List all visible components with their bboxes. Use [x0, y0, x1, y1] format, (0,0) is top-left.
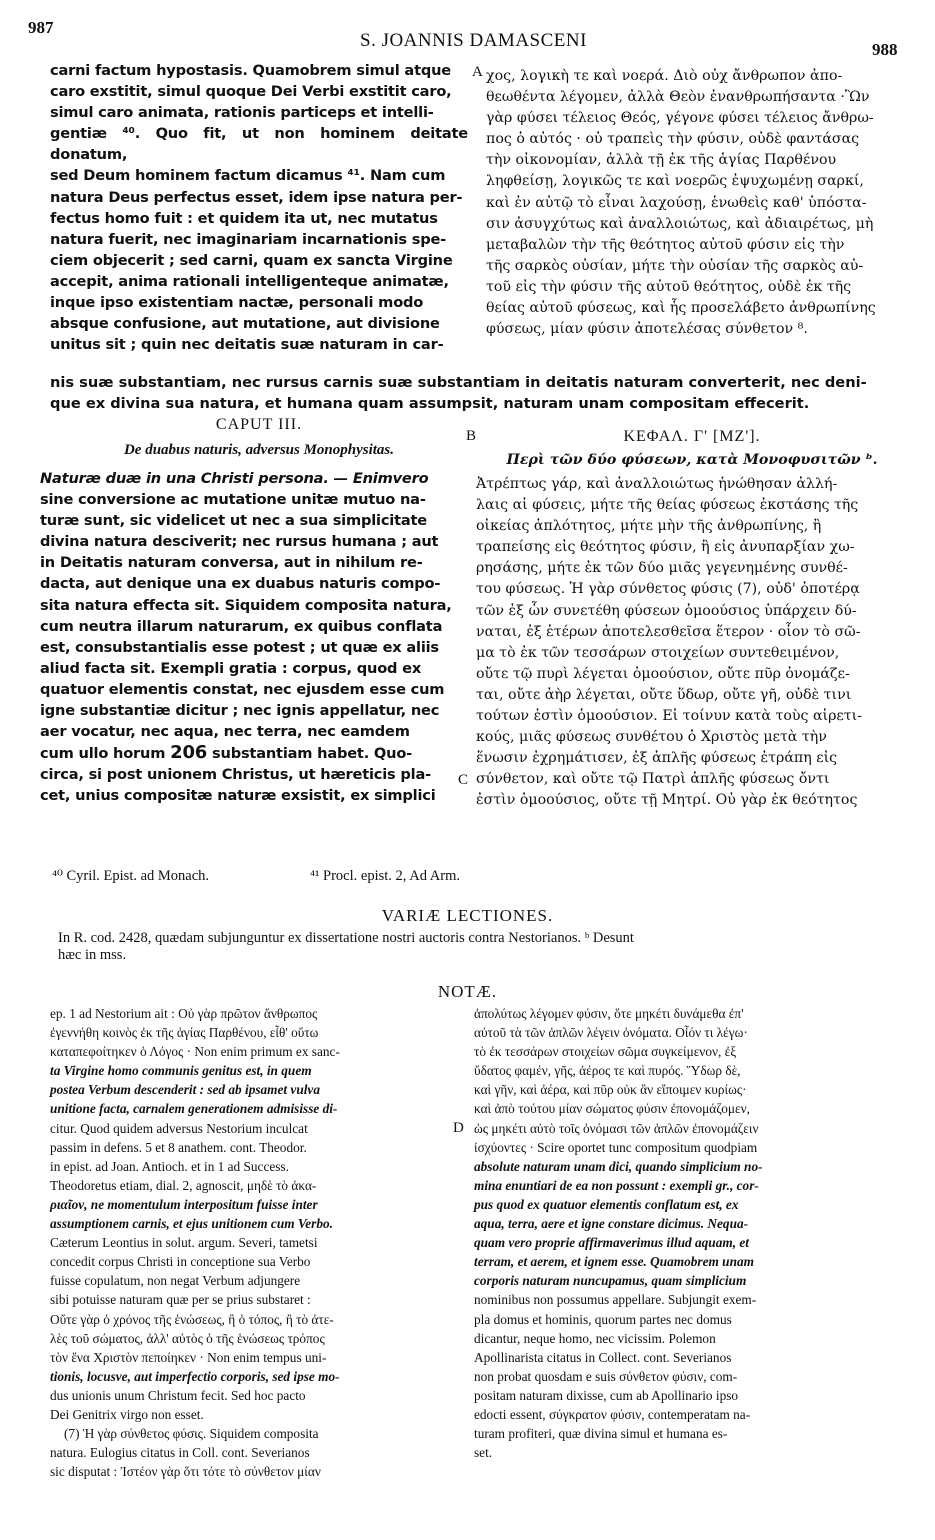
text-line: [40, 468, 460, 489]
note-line: dicantur, neque homo, nec vicissim. Polemon: [474, 1330, 716, 1346]
note-line: sibi potuisse naturam quæ per se prius substaret :: [50, 1292, 311, 1308]
text-line: cum neutra illarum naturarum, ex quibus conflata: [40, 617, 443, 635]
text-line: καὶ ἐν αὐτῷ τὸ εἶναι λαχούσῃ, ἑνωθεὶς καθ' ὑπόστα-: [486, 194, 867, 211]
text-line: τῶν ἐξ ὧν συνετέθη φύσεων ὁμοούσιος ὑπάρχειν δύ-: [476, 602, 857, 619]
note-line: καὶ ἀπὸ τούτου μίαν σώματος φύσιν ἐπονομάζομεν,: [474, 1101, 750, 1117]
text-line: σύνθετον, καὶ οὔτε τῷ Πατρὶ ἁπλῆς φύσεως ὄντι: [476, 771, 830, 788]
note-line: ὕδατος φαμέν, γῆς, ἀέρος τε καὶ πυρός. Ὕδωρ δὲ,: [474, 1063, 741, 1079]
text-line: carni factum hypostasis. Quamobrem simul atque: [50, 62, 451, 79]
latin-column-middle: [40, 468, 460, 807]
text-fragment: substantiam habet. Quo-: [212, 745, 413, 763]
text-line: Ἀτρέπτως γάρ, καὶ ἀναλλοιώτως ἡνώθησαν ἀλλή-: [476, 476, 838, 492]
note-line: ριαῖον, ne momentulum interpositum fuisse inter: [50, 1196, 318, 1212]
note-line: positam naturam dixisse, cum ab Apollinario ipso: [474, 1387, 739, 1403]
note-line: pus quod ex quatuor elementis conflatum est, ex: [474, 1196, 739, 1212]
note-line: ἐγεννήθη κοινὸς ἐκ τῆς ἁγίας Παρθένου, εἶθ' οὕτω: [50, 1025, 319, 1041]
note-line: tionis, locusve, aut imperfectio corporis, sed ipse mo-: [50, 1368, 340, 1384]
note-line: ἀπολύτως λέγομεν φύσιν, ὅτε μηκέτι δυνάμεθα ἐπ': [474, 1006, 744, 1021]
latin-chapter-subtitle: De duabus naturis, adversus Monophysitas.: [123, 442, 395, 458]
text-line: que ex divina sua natura, et humana quam assumpsit, naturam unam compositam effecerit.: [50, 395, 810, 412]
text-line: μεταβαλὼν τὴν τῆς θεότητος αὐτοῦ φύσιν εἰς τὴν: [486, 236, 845, 253]
text-line: μα τὸ ἐκ τῶν τεσσάρων στοιχείων συντεθειμένον,: [476, 644, 840, 661]
note-line: postea Verbum descenderit : sed ab ipsamet vulva: [50, 1082, 320, 1098]
note-line: καταπεφοίτηκεν ὁ Λόγος · Non enim primum ex sanc-: [50, 1044, 340, 1060]
footnote-41: ⁴¹ Procl. epist. 2, Ad Arm.: [310, 868, 460, 884]
text-line: γὰρ φύσει τέλειος Θεός, γέγονε φύσει τέλειος ἄνθρω-: [486, 110, 874, 127]
text-line: ναται, ἐξ ἑτέρων ἀποτελεσθεῖσα ἕτερον · οἷον τὸ σῶ-: [476, 623, 861, 640]
note-line: edocti essent, σύγκρατον φύσιν, contemperatam na-: [474, 1406, 751, 1422]
page-number-right: 988: [872, 40, 898, 59]
note-line: turam profiteri, quæ divina simul et humana es-: [474, 1426, 728, 1442]
text-line: natura fuerit, nec imaginariam incarnationis spe-: [50, 230, 447, 248]
latin-chapter-title: CAPUT III.: [215, 416, 303, 433]
column-marker-c: C: [458, 772, 469, 788]
text-line: λαις αἱ φύσεις, μήτε τῆς θείας φύσεως ἐκστάσης τῆς: [476, 497, 859, 514]
text-line: ἕνωσιν ἐχρημάτισεν, ἐξ ἁπλῆς φύσεως ἐτράπη εἰς: [476, 750, 838, 767]
text-line: fectus homo fuit : et quidem ita ut, nec mutatus: [50, 209, 438, 227]
running-title: S. JOANNIS DAMASCENI: [360, 30, 587, 51]
text-line: igne substantiæ dicitur ; nec ignis appellatur, nec: [40, 702, 440, 720]
notae-heading: NOTÆ.: [437, 982, 498, 1001]
text-line: inque ipso existentiam nactæ, personali modo: [50, 294, 424, 312]
text-line: θεωθέντα λέγομεν, ἀλλὰ Θεὸν ἐνανθρωπήσαντα ·Ὢν: [486, 89, 870, 106]
side-heading: Naturæ duæ in una Christi persona. — Enimvero: [40, 470, 429, 487]
note-line: passim in defens. 5 et 8 anathem. cont. Theodor.: [50, 1139, 307, 1155]
note-line: mina enuntiari de ea non possunt : exempli gr., cor-: [474, 1177, 759, 1193]
text-line: ληφθείσῃ, λογικῶς τε καὶ νοερῶς ἐψυχωμένῃ σαρκί,: [486, 173, 864, 190]
greek-column-top: [486, 66, 898, 340]
text-line: natura Deus perfectus esset, idem ipse natura per-: [50, 188, 463, 206]
text-line: τοῦ εἰς τὴν φύσιν τῆς αὐτοῦ θεότητος, οὐδὲ ἐκ τῆς: [486, 278, 852, 295]
text-line: ciem objecerit ; sed carni, quam ex sancta Virgine: [50, 251, 453, 269]
text-line: οἰκείας ἁπλότητος, μήτε μὴν τῆς ἀνθρωπίνης, ἢ: [476, 518, 822, 535]
full-width-paragraph: [50, 372, 890, 414]
text-line: ἐστὶν ὁμοούσιος, οὔτε τῇ Μητρί. Οὐ γὰρ ἐκ θεότητος: [476, 792, 858, 809]
text-line: του φύσεως. Ἡ γὰρ σύνθετος φύσις (7), οὐδ' ὁποτέρᾳ: [476, 581, 860, 598]
notes-column-right: [474, 1004, 888, 1462]
note-line: in epist. ad Joan. Antioch. et in 1 ad Success.: [50, 1158, 289, 1174]
note-line: ta Virgine homo communis genitus est, in quem: [50, 1063, 312, 1079]
text-line: σιν ἀσυγχύτως καὶ ἀναλλοιώτως, καὶ ἀδιαιρέτως, μὴ: [486, 215, 874, 232]
text-line: πος ὁ αὐτός · οὐ τραπεὶς τὴν φύσιν, οὐδὲ φαντάσας: [486, 131, 860, 148]
note-line: assumptionem carnis, et ejus unitionem cum Verbo.: [50, 1216, 333, 1232]
note-line: terram, et aerem, et ignem esse. Quamobrem unam: [474, 1254, 754, 1270]
text-line: sine conversione ac mutatione unitæ mutuo na-: [40, 491, 426, 509]
text-line: θείας αὐτοῦ φύσεως, καὶ ἧς προσελάβετο ἀνθρωπίνης: [486, 300, 876, 317]
text-line: sed Deum hominem factum dicamus ⁴¹. Nam cum: [50, 167, 446, 185]
text-line: φύσεως, μίαν φύσιν ἀποτελέσας σύνθετον ⁸.: [486, 321, 808, 338]
note-line: quam vero proprie affirmaverimus illud aquam, et: [474, 1235, 749, 1251]
variae-lectiones-text: [58, 930, 888, 964]
text-line: in Deitatis naturam conversa, aut in nihilum re-: [40, 554, 423, 572]
note-line: τὸ ἐκ τεσσάρων στοιχείων σῶμα συγκείμενον, ἐξ: [474, 1044, 737, 1060]
column-marker-b: B: [466, 428, 477, 444]
note-line: Dei Genitrix virgo non esset.: [50, 1406, 204, 1422]
text-line: nis suæ substantiam, nec rursus carnis suæ substantiam in deitatis naturam converterit, nec deni-: [50, 374, 867, 391]
text-line: gentiæ ⁴⁰. Quo fit, ut non hominem deitate donatum,: [50, 125, 468, 164]
text-line: aliud facta sit. Exempli gratia : corpus, quod ex: [40, 659, 422, 677]
note-line: sic disputat : Ἰστέον γὰρ ὅτι τότε τὸ σύνθετον μίαν: [50, 1464, 321, 1480]
text-line: aer vocatur, nec aqua, nec terra, nec eamdem: [40, 723, 410, 741]
text-line: ρησάσης, μήτε ἐκ τῶν δύο μιᾶς γεγενημένης συνθέ-: [476, 560, 848, 577]
text-line: χος, λογικὴ τε καὶ νοερά. Διὸ οὐχ ἄνθρωπον ἀπο-: [486, 68, 843, 84]
text-line: τῆς σαρκὸς οὐσίαν, μήτε τὴν οὐσίαν τῆς σαρκὸς αὐ-: [486, 257, 864, 274]
note-line: unitione facta, carnalem generationem admisisse di-: [50, 1101, 338, 1117]
note-line: set.: [474, 1445, 493, 1461]
greek-chapter-title: ΚΕΦΑΛ. Γ' [ΜΖ'].: [623, 428, 761, 445]
note-line: pla domus et hominis, quorum partes nec domus: [474, 1311, 732, 1327]
note-line: natura. Eulogius citatus in Coll. cont. Severianos: [50, 1445, 310, 1461]
note-line: corporis naturam nuncupamus, quam simplicium: [474, 1273, 747, 1289]
text-line: dacta, aut denique una ex duabus naturis compo-: [40, 575, 441, 593]
text-line: simul caro animata, rationis particeps et intelli-: [50, 104, 434, 122]
note-line: Theodoretus etiam, dial. 2, agnoscit, μηδὲ τὸ ἀκα-: [50, 1177, 317, 1193]
text-line: ται, οὔτε ἀὴρ λέγεται, οὔτε ὕδωρ, οὔτε γῆ, οὐδὲ τινι: [476, 686, 852, 703]
note-line: fuisse copulatum, non negat Verbum adjungere: [50, 1273, 301, 1289]
text-line: τραπείσης εἰς θεότητος φύσιν, ἢ εἰς ἀνυπαρξίαν χω-: [476, 539, 855, 556]
text-line: caro exstitit, simul quoque Dei Verbi exstitit caro,: [50, 83, 452, 101]
footnote-40: ⁴⁰ Cyril. Epist. ad Monach.: [52, 868, 210, 884]
text-line: accepit, anima rationali intelligenteque animatæ,: [50, 272, 449, 290]
text-line: cet, unius compositæ naturæ exsistit, ex simplici: [40, 787, 436, 805]
note-line: τὸν ἕνα Χριστὸν πεποίηκεν · Non enim tempus uni-: [50, 1349, 327, 1365]
text-line: divina natura desciverit; nec rursus humana ; aut: [40, 533, 439, 551]
note-line: Οὔτε γὰρ ὁ χρόνος τῆς ἑνώσεως, ἢ ὁ τόπος, ἢ τὸ ἀτε-: [50, 1311, 334, 1327]
text-line: turæ sunt, sic videlicet ut nec a sua simplicitate: [40, 512, 427, 530]
note-line: (7) Ἡ γὰρ σύνθετος φύσις. Siquidem composita: [64, 1426, 319, 1442]
note-line: Apollinarista citatus in Collect. cont. Severianos: [474, 1349, 732, 1365]
note-line: ἰσχύοντες · Scire oportet tunc compositum quodpiam: [474, 1139, 758, 1155]
note-line: concedit corpus Christi in conceptione sua Verbo: [50, 1254, 311, 1270]
column-marker-a: A: [472, 64, 483, 80]
text-line: οὔτε τῷ πυρὶ λέγεται ὁμοούσιον, οὔτε πῦρ ὀνομάζε-: [476, 665, 850, 682]
page-number-left: 987: [28, 18, 54, 37]
page-reference: 206: [170, 742, 208, 764]
text-line: [40, 742, 460, 764]
note-line: καὶ γῆν, καὶ ἀέρα, καὶ πῦρ οὐκ ἂν εἴποιμεν κυρίως·: [474, 1082, 747, 1098]
column-marker-d: D: [453, 1120, 464, 1136]
text-line: τὴν οἰκονομίαν, ἀλλὰ τῇ ἐκ τῆς ἁγίας Παρθένου: [486, 152, 837, 169]
text-line: unitus sit ; quin nec deitatis suæ naturam in car-: [50, 336, 444, 354]
note-line: aqua, terra, aere et igne constare dicimus. Nequa-: [474, 1216, 749, 1232]
text-fragment: cum ullo horum: [40, 745, 166, 763]
text-line: κούς, μιᾶς φύσεως συνθέτου ὁ Χριστὸς μετὰ τὴν: [476, 729, 827, 746]
text-line: absque confusione, aut mutatione, aut divisione: [50, 315, 440, 333]
greek-column-middle: [476, 474, 896, 812]
text-line: hæc in mss.: [58, 947, 127, 963]
note-line: nominibus non possumus appellare. Subjungit exem-: [474, 1292, 757, 1308]
greek-chapter-subtitle: Περὶ τῶν δύο φύσεων, κατὰ Μονοφυσιτῶν ᵇ.: [506, 452, 878, 468]
note-line: ep. 1 ad Nestorium ait : Οὐ γὰρ πρῶτον ἄνθρωπος: [50, 1006, 318, 1021]
notes-column-left: [50, 1004, 456, 1481]
note-line: λὲς τοῦ σώματος, ἀλλ' αὐτὸς ὁ τῆς ἑνώσεως τρόπος: [50, 1330, 325, 1346]
text-line: sita natura effecta sit. Siquidem composita natura,: [40, 596, 452, 614]
note-line: absolute naturam unam dici, quando simplicium no-: [474, 1158, 763, 1174]
text-line: est, consubstantialis esse potest ; ut quæ ex aliis: [40, 638, 439, 656]
text-line: quatuor elementis constat, nec ejusdem esse cum: [40, 680, 445, 698]
latin-column-top: [50, 60, 468, 355]
text-line: circa, si post unionem Christus, ut hæreticis pla-: [40, 766, 431, 784]
variae-lectiones-heading: VARIÆ LECTIONES.: [381, 906, 554, 925]
note-line: dus unionis unum Christum fecit. Sed hoc pacto: [50, 1387, 306, 1403]
note-line: αὐτοῦ τὰ τῶν ἁπλῶν λέγειν ὀνόματα. Οἷόν τι λέγω·: [474, 1025, 748, 1041]
text-line: τούτων ἐστὶν ὁμοούσιον. Εἰ τοίνυν κατὰ τοὺς αἱρετι-: [476, 708, 862, 725]
note-line: citur. Quod quidem adversus Nestorium inculcat: [50, 1120, 308, 1136]
note-line: ὡς μηκέτι αὐτὸ τοῖς ὀνόμασι τῶν ἁπλῶν ἐπονομάζειν: [474, 1120, 759, 1136]
note-line: non probat quosdam e suis σύνθετον φύσιν, com-: [474, 1368, 738, 1384]
text-line: In R. cod. 2428, quædam subjunguntur ex dissertatione nostri auctoris contra Nestorianos. ᵇ Desunt: [58, 930, 634, 946]
note-line: Cæterum Leontius in solut. argum. Severi, tametsi: [50, 1235, 318, 1251]
